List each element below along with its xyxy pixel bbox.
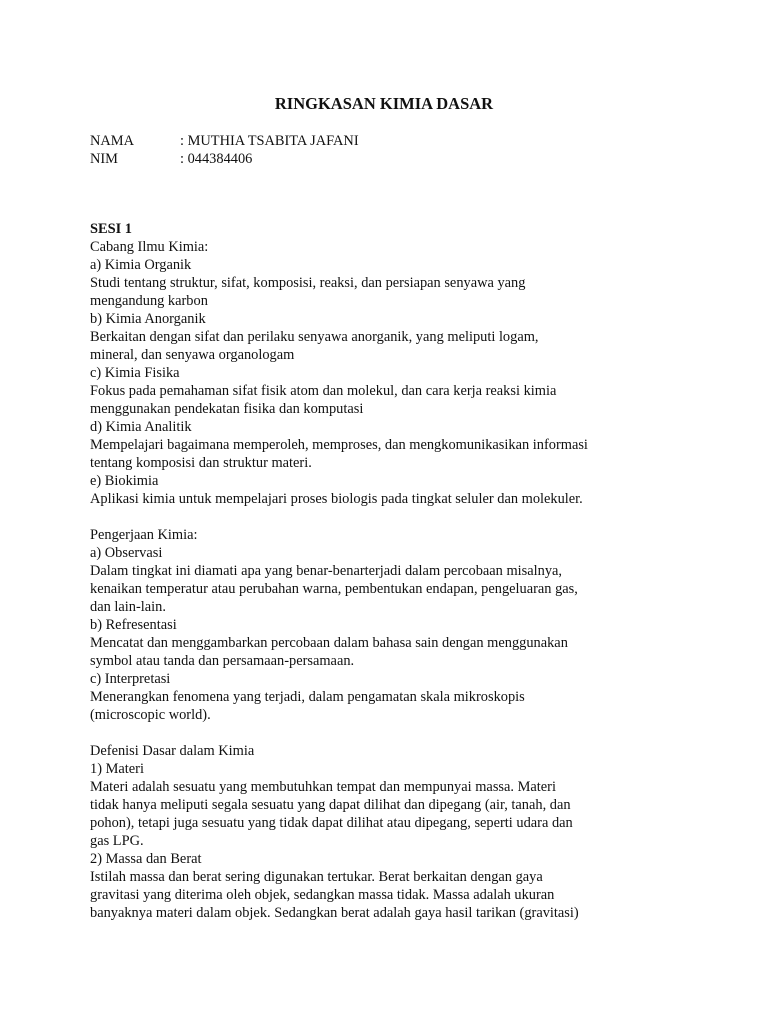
text-line: Pengerjaan Kimia: — [90, 527, 198, 543]
text-line: mineral, dan senyawa organologam — [90, 347, 295, 363]
text-line: menggunakan pendekatan fisika dan komputasi — [90, 401, 364, 417]
nim-value: : 044384406 — [180, 151, 253, 167]
text-line: e) Biokimia — [90, 473, 159, 489]
text-line: a) Observasi — [90, 545, 163, 561]
text-line: c) Interpretasi — [90, 671, 171, 687]
text-line: Materi adalah sesuatu yang membutuhkan tempat dan mempunyai massa. Materi — [90, 779, 556, 795]
text-line: kenaikan temperatur atau perubahan warna, pembentukan endapan, pengeluaran gas, — [90, 581, 578, 597]
document-title: RINGKASAN KIMIA DASAR — [274, 94, 494, 113]
text-line: b) Refresentasi — [90, 617, 177, 633]
text-line: 1) Materi — [90, 761, 144, 777]
text-line: Istilah massa dan berat sering digunakan tertukar. Berat berkaitan dengan gaya — [90, 869, 543, 885]
text-line: tentang komposisi dan struktur materi. — [90, 455, 312, 471]
text-line: banyaknya materi dalam objek. Sedangkan berat adalah gaya hasil tarikan (gravitasi) — [90, 905, 579, 921]
text-line: Berkaitan dengan sifat dan perilaku senyawa anorganik, yang meliputi logam, — [90, 329, 539, 345]
text-line: Aplikasi kimia untuk mempelajari proses biologis pada tingkat seluler dan molekuler. — [90, 491, 583, 507]
nim-label: NIM — [90, 151, 118, 167]
name-value: : MUTHIA TSABITA JAFANI — [180, 133, 359, 149]
text-line: d) Kimia Analitik — [90, 419, 192, 435]
blank-line — [90, 508, 630, 526]
text-line: Cabang Ilmu Kimia: — [90, 239, 209, 255]
text-line: symbol atau tanda dan persamaan-persamaan. — [90, 653, 355, 669]
text-line: Studi tentang struktur, sifat, komposisi, reaksi, dan persiapan senyawa yang — [90, 275, 526, 291]
nim-row — [90, 150, 252, 168]
text-line: gravitasi yang diterima oleh objek, sedangkan massa tidak. Massa adalah ukuran — [90, 887, 555, 903]
text-line: Mempelajari bagaimana memperoleh, memproses, dan mengkomunikasikan informasi — [90, 437, 588, 453]
text-line: (microscopic world). — [90, 707, 211, 723]
text-line: dan lain-lain. — [90, 599, 166, 615]
text-line: c) Kimia Fisika — [90, 365, 180, 381]
text-line: tidak hanya meliputi segala sesuatu yang dapat dilihat dan dipegang (air, tanah, dan — [90, 797, 571, 813]
document-body — [90, 220, 630, 922]
text-line: Defenisi Dasar dalam Kimia — [90, 743, 255, 759]
text-line: Mencatat dan menggambarkan percobaan dalam bahasa sain dengan menggunakan — [90, 635, 568, 651]
text-line: gas LPG. — [90, 833, 144, 849]
name-row — [90, 132, 359, 150]
text-line: a) Kimia Organik — [90, 257, 192, 273]
text-line: b) Kimia Anorganik — [90, 311, 206, 327]
blank-line — [90, 724, 630, 742]
text-line: Menerangkan fenomena yang terjadi, dalam pengamatan skala mikroskopis — [90, 689, 525, 705]
text-line: 2) Massa dan Berat — [90, 851, 202, 867]
name-label: NAMA — [90, 133, 134, 149]
text-line: Dalam tingkat ini diamati apa yang benar-benarterjadi dalam percobaan misalnya, — [90, 563, 563, 579]
text-line: Fokus pada pemahaman sifat fisik atom dan molekul, dan cara kerja reaksi kimia — [90, 383, 557, 399]
text-line: pohon), tetapi juga sesuatu yang tidak dapat dilihat atau dipegang, seperti udara dan — [90, 815, 573, 831]
text-line: mengandung karbon — [90, 293, 208, 309]
section-heading: SESI 1 — [90, 221, 132, 237]
